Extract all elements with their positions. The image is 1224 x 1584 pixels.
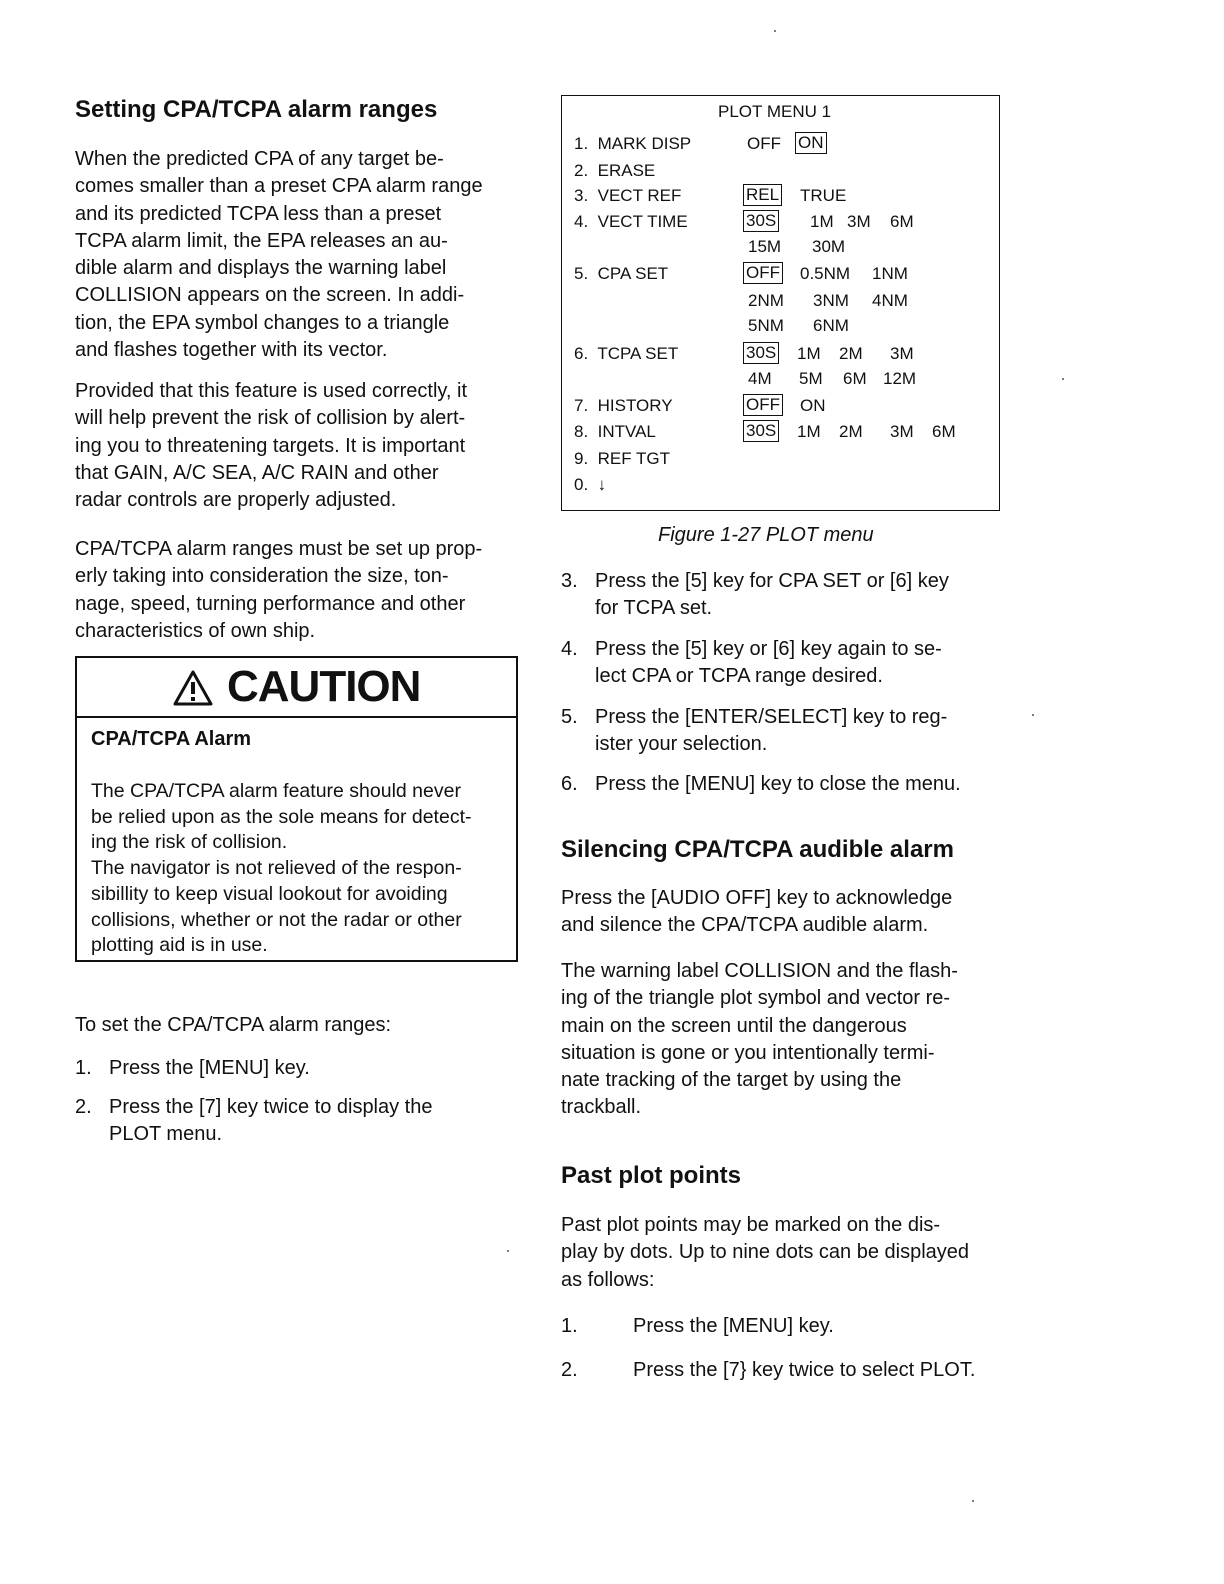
text-line: and flashes together with its vector. [75, 339, 388, 362]
plot-menu-option: 3NM [813, 291, 849, 310]
paragraph-set-ranges-intro: To set the CPA/TCPA alarm ranges: [75, 1014, 392, 1036]
list-number: 6. [561, 773, 578, 795]
text-line: situation is gone or you intentionally termi- [561, 1041, 935, 1064]
text-line: Provided that this feature is used correctly, it [75, 380, 468, 402]
plot-menu-option: 30M [812, 237, 846, 256]
plot-menu-option: ON [800, 396, 826, 415]
caution-header [77, 658, 516, 718]
plot-menu-option: 6M [890, 212, 914, 231]
plot-menu-item-label: 7. HISTORY [574, 396, 673, 415]
plot-menu-option: 1M [797, 344, 821, 363]
plot-menu-option-selected: ON [795, 132, 827, 154]
list-number: 5. [561, 706, 578, 728]
plot-menu-item-label: 9. REF TGT [574, 449, 671, 468]
warning-triangle-icon [173, 670, 213, 706]
text-line: lect CPA or TCPA range desired. [595, 665, 883, 688]
text-line: trackball. [561, 1096, 642, 1119]
plot-menu-item-label: 6. TCPA SET [574, 344, 679, 363]
text-line: When the predicted CPA of any target be- [75, 148, 444, 170]
plot-menu-option: 5M [799, 369, 823, 388]
plot-menu-option-selected: REL [743, 184, 782, 206]
text-line: plotting aid is in use. [91, 934, 268, 957]
plot-menu-option-selected: OFF [743, 262, 783, 284]
section-heading-cpa-alarm: Setting CPA/TCPA alarm ranges [75, 96, 438, 123]
list-text [595, 568, 949, 623]
paragraph-audio-off [561, 885, 1006, 940]
text-line: comes smaller than a preset CPA alarm range [75, 175, 483, 198]
text-line: be relied upon as the sole means for detect- [91, 805, 472, 828]
caution-body [91, 779, 515, 959]
text-line: erly taking into consideration the size, ton- [75, 565, 449, 588]
text-line: Press the [7] key twice to display the [109, 1096, 433, 1118]
list-text [595, 704, 947, 759]
plot-menu-figure [561, 95, 1000, 511]
plot-menu-option: 3M [890, 422, 914, 441]
scan-speck [1032, 714, 1034, 716]
paragraph-cpa-intro [75, 146, 520, 364]
text-line: COLLISION appears on the screen. In addi- [75, 284, 465, 307]
plot-menu-option-selected: OFF [743, 394, 783, 416]
caution-box [75, 656, 518, 962]
plot-menu-option: 4M [748, 369, 772, 388]
plot-menu-option: 2M [839, 422, 863, 441]
plot-menu-option: 1NM [872, 264, 908, 283]
scan-speck [774, 30, 776, 32]
list-text [633, 1313, 834, 1340]
plot-menu-option: 15M [748, 237, 782, 256]
list-text [633, 1357, 975, 1384]
plot-menu-option-selected: 30S [743, 420, 779, 442]
scan-speck [972, 1500, 974, 1502]
text-line: and its predicted TCPA less than a preset [75, 202, 442, 225]
text-line: for TCPA set. [595, 597, 713, 620]
text-line: Press the [MENU] key. [633, 1315, 834, 1337]
list-number: 1. [75, 1057, 92, 1079]
text-line: Press the [5] key for CPA SET or [6] key [595, 570, 949, 592]
plot-menu-option-selected: 30S [743, 210, 779, 232]
text-line: ing you to threatening targets. It is important [75, 434, 466, 457]
text-line: sibillity to keep visual lookout for avoiding [91, 882, 448, 905]
text-line: as follows: [561, 1268, 655, 1291]
plot-menu-option: 6M [932, 422, 956, 441]
text-line: Press the [AUDIO OFF] key to acknowledge [561, 887, 953, 909]
plot-menu-item-label: 8. INTVAL [574, 422, 656, 441]
plot-menu-option: 3M [890, 344, 914, 363]
plot-menu-option: OFF [747, 134, 781, 153]
list-number: 2. [75, 1096, 92, 1118]
list-number: 2. [561, 1359, 578, 1381]
text-line: Press the [7} key twice to select PLOT. [633, 1359, 976, 1381]
paragraph-feature-usage [75, 378, 520, 514]
plot-menu-item-label: 5. CPA SET [574, 264, 669, 283]
plot-menu-title: PLOT MENU 1 [718, 102, 832, 121]
plot-menu-option: 4NM [872, 291, 908, 310]
text-line: play by dots. Up to nine dots can be displayed [561, 1241, 970, 1264]
list-number: 1. [561, 1315, 578, 1337]
text-line: Press the [MENU] key. [109, 1057, 310, 1079]
plot-menu-item-label: 2. ERASE [574, 161, 656, 180]
plot-menu-option: 1M [797, 422, 821, 441]
plot-menu-option: 12M [883, 369, 917, 388]
text-line: The warning label COLLISION and the flash- [561, 960, 958, 982]
text-line: radar controls are properly adjusted. [75, 489, 397, 512]
plot-menu-option: 5NM [748, 316, 784, 335]
text-line: nage, speed, turning performance and other [75, 592, 466, 615]
plot-menu-item-label: 1. MARK DISP [574, 134, 692, 153]
plot-menu-option: 6NM [813, 316, 849, 335]
plot-menu-item-label: 0. ↓ [574, 475, 607, 494]
text-line: Past plot points may be marked on the dis- [561, 1214, 941, 1236]
text-line: ister your selection. [595, 733, 768, 756]
plot-menu-option: 1M [810, 212, 834, 231]
text-line: Press the [5] key or [6] key again to se- [595, 638, 942, 660]
text-line: collisions, whether or not the radar or other [91, 908, 462, 931]
text-line: CPA/TCPA alarm ranges must be set up prop- [75, 538, 483, 560]
plot-menu-item-label: 4. VECT TIME [574, 212, 688, 231]
text-line: characteristics of own ship. [75, 619, 316, 642]
list-text [595, 636, 942, 691]
plot-menu-option: 0.5NM [800, 264, 851, 283]
text-line: Press the [ENTER/SELECT] key to reg- [595, 706, 948, 728]
text-line: dible alarm and displays the warning label [75, 257, 447, 280]
plot-menu-item-label: 3. VECT REF [574, 186, 682, 205]
text-line: The navigator is not relieved of the respon- [91, 857, 462, 880]
plot-menu-option: TRUE [800, 186, 847, 205]
scan-speck [507, 1250, 509, 1252]
text-line: Press the [MENU] key to close the menu. [595, 773, 961, 795]
text-line: TCPA alarm limit, the EPA releases an au- [75, 229, 448, 252]
text-line: tion, the EPA symbol changes to a triangle [75, 311, 450, 334]
caution-title: CAUTION [227, 662, 421, 711]
text-line: nate tracking of the target by using the [561, 1069, 902, 1092]
section-heading-silencing: Silencing CPA/TCPA audible alarm [561, 836, 954, 863]
plot-menu-option: 3M [847, 212, 871, 231]
plot-menu-option: 6M [843, 369, 867, 388]
list-text [109, 1094, 433, 1149]
scan-speck [1062, 378, 1064, 380]
text-line: ing of the triangle plot symbol and vector re- [561, 987, 951, 1010]
list-text [109, 1055, 310, 1082]
text-line: ing the risk of collision. [91, 831, 288, 854]
text-line: PLOT menu. [109, 1123, 223, 1146]
text-line: main on the screen until the dangerous [561, 1014, 907, 1037]
plot-menu-option: 2M [839, 344, 863, 363]
caution-subtitle: CPA/TCPA Alarm [91, 728, 252, 750]
paragraph-warning-label [561, 958, 1006, 1122]
text-line: and silence the CPA/TCPA audible alarm. [561, 914, 929, 937]
list-text [595, 771, 961, 798]
plot-menu-option-selected: 30S [743, 342, 779, 364]
text-line: The CPA/TCPA alarm feature should never [91, 780, 461, 802]
text-line: that GAIN, A/C SEA, A/C RAIN and other [75, 461, 439, 484]
list-number: 3. [561, 570, 578, 592]
plot-menu-option: 2NM [748, 291, 784, 310]
text-line: will help prevent the risk of collision by alert- [75, 407, 466, 430]
list-number: 4. [561, 638, 578, 660]
figure-caption: Figure 1-27 PLOT menu [658, 524, 874, 546]
paragraph-setup-considerations [75, 536, 520, 645]
section-heading-past-plot: Past plot points [561, 1162, 741, 1189]
paragraph-past-plot [561, 1212, 1006, 1294]
